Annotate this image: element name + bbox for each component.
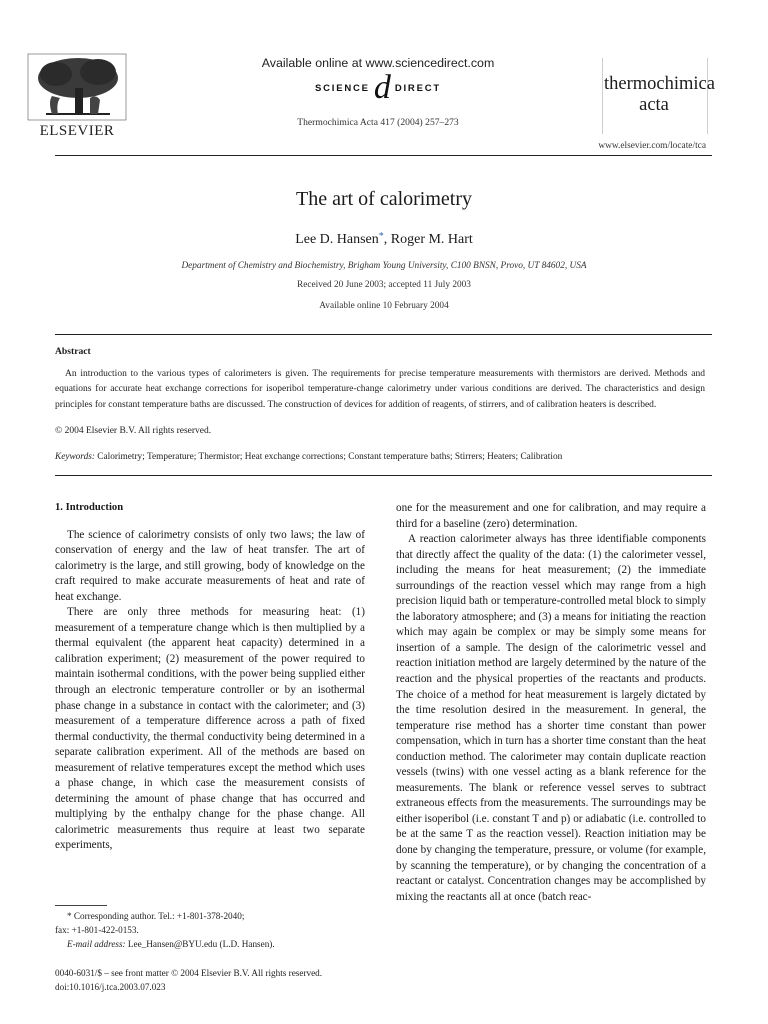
keywords-label: Keywords: (55, 452, 95, 462)
journal-name-line1: thermochimica (604, 74, 715, 94)
sciencedirect-banner (240, 56, 516, 128)
sciencedirect-right-word: DIRECT (394, 82, 441, 94)
footnote-corresponding: * Corresponding author. Tel.: +1-801-378-2040; (67, 911, 245, 921)
received-dates: Received 20 June 2003; accepted 11 July 2003 (297, 280, 471, 290)
footnote-email (55, 938, 367, 952)
intro-paragraph-continued: one for the measurement and one for calibration, and may require a third for a baseline (zero) determination. (396, 502, 706, 530)
elsevier-logo (26, 52, 128, 140)
abstract-copyright: © 2004 Elsevier B.V. All rights reserved. (55, 426, 212, 436)
journal-citation: Thermochimica Acta 417 (2004) 257–273 (297, 117, 459, 128)
online-date: Available online 10 February 2004 (319, 301, 449, 311)
author-1: Lee D. Hansen (295, 232, 379, 247)
intro-paragraph-3: A reaction calorimeter always has three identifiable components that directly affect the quality of the data: (1) the calorimeter vessel, including the means for heat measurement; (2) the immediate surroundings of the reaction vessel which may range from a high precision liquid bath or temperature-controlled metal block to simply the laboratory atmosphere; and (3) a means for initiating the reaction which may again be complex or may be simply some means for insertion of a sample. The design of the calorimetric vessel and reaction initiation method are largely determined by the nature of the reaction and the physical properties of the reactants and products. The choice of a method for heat measurement is largely dictated by the time resolution desired in the measurement. In general, the temperature rise method has a shorter time constant than power compensation, which in turn has a shorter time constant than the heat conduction method. The calorimeter may contain duplicate reaction vessels (twins) with one vessel acting as a blank reference for the measurements. The blank or reference vessel serves to subtract extraneous effects from the measurements. The surroundings may be either isoperibol (i.e. constant T and p) or adiabatic (i.e. controlled to be at the same T as the reaction vessel). Reaction initiation may be done by changing the temperature, pressure, or volume (for example, by scanning the temperature), or by changing the concentration of a reactant or catalyst. Concentration changes may be accomplished by mixing the reactants all at once (batch reac- (396, 533, 706, 903)
email-label: E-mail address: (67, 938, 126, 949)
doi-line[interactable]: doi:10.1016/j.tca.2003.07.023 (55, 982, 166, 992)
sciencedirect-left-word: SCIENCE (314, 82, 370, 94)
elsevier-tree-icon (26, 52, 128, 122)
journal-url[interactable]: www.elsevier.com/locate/tca (598, 141, 706, 151)
author-2: , Roger M. Hart (383, 232, 473, 247)
issn-line: 0040-6031/$ – see front matter © 2004 Elsevier B.V. All rights reserved. (55, 968, 323, 978)
abstract-divider (55, 334, 712, 335)
journal-name-line2: acta (639, 95, 669, 115)
sciencedirect-mark-icon: d (373, 69, 391, 106)
available-online-text: Available online at www.sciencedirect.com (261, 56, 495, 70)
keywords-divider (55, 475, 712, 476)
intro-paragraph-1: The science of calorimetry consists of only two laws; the law of conservation of energy and the law of heat transfer. The art of calorimetry is the large, and still growing, body of knowledge on the craft required to make accurate measurements of heat and rate of heat exchange. (55, 528, 365, 603)
footnote-divider (55, 905, 107, 906)
footnote (55, 910, 367, 951)
abstract-heading: Abstract (55, 346, 91, 357)
body-column-right (396, 501, 706, 905)
journal-name (604, 74, 715, 116)
corresponding-author-mark[interactable]: * (378, 231, 384, 242)
abstract-text: An introduction to the various types of calorimeters is given. The requirements for precise temperature measurements with thermistors are derived. Methods and equations for accurate heat exchange corrections for isoperibol temperature-change calorimetry under various conditions are derived. The characteristics and design principles for constant temperature baths are discussed. The construction of devices for addition of reagents, of stirrers, and of calibration heaters is described. (55, 369, 705, 410)
footnote-fax: fax: +1-801-422-0153. (55, 924, 139, 935)
keywords-line (55, 452, 705, 462)
body-column-left (55, 500, 365, 854)
author-line (0, 231, 768, 248)
affiliation: Department of Chemistry and Biochemistry, Brigham Young University, C100 BNSN, Provo, UT 84602, USA (181, 261, 587, 271)
publisher-name: ELSEVIER (39, 123, 115, 139)
email-value[interactable]: Lee_Hansen@BYU.edu (L.D. Hansen). (125, 938, 275, 949)
section-heading: 1. Introduction (55, 502, 124, 513)
sciencedirect-logo (240, 69, 516, 106)
header-divider (55, 155, 712, 156)
intro-paragraph-2: There are only three methods for measuring heat: (1) measurement of a temperature change which is then multiplied by a thermal equivalent (the apparent heat capacity) determined in a calibration experiment; (2) measurement of the power required to maintain isothermal conditions, with the power being supplied either through an electronic temperature controller or by an isothermal phase change in a substance in contact with the calorimeter; and (3) measurement of a temperature difference across a path of fixed thermal conductivity, the thermal conductivity being determined in a separate calibration experiment. All of the methods are based on measurement of relative temperatures except the method which uses a phase change, in which case the measurement consists of determining the amount of phase change that has occurred and multiplying by the enthalpy change for the phase change. All calorimetric measurements thus require at least two separate experiments, (55, 606, 365, 852)
page-footer (55, 966, 415, 994)
keywords-list: Calorimetry; Temperature; Thermistor; Heat exchange corrections; Constant temperature baths; Stirrers; Heaters; Calibration (94, 452, 563, 462)
article-title: The art of calorimetry (295, 188, 473, 210)
